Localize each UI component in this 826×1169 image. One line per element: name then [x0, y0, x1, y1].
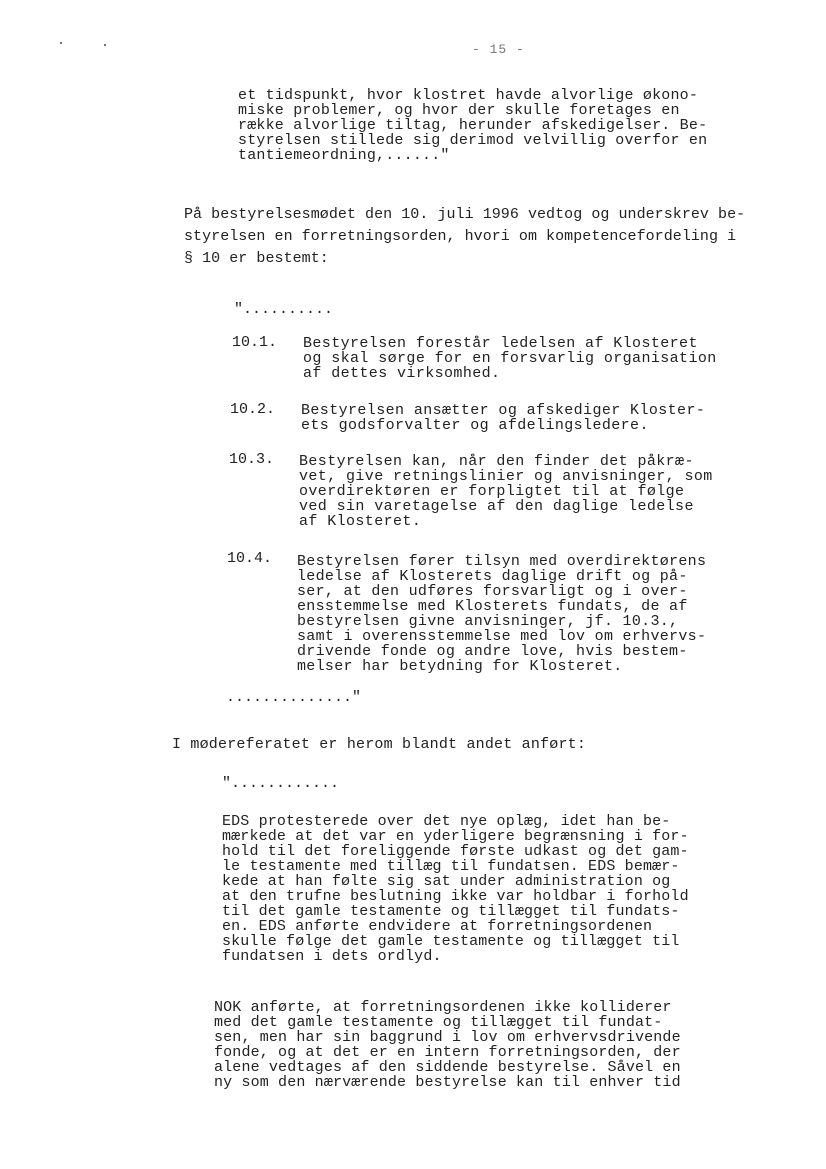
- text-line: tantiemeordning,......": [238, 147, 450, 164]
- ellipsis-open: "..........: [234, 301, 334, 318]
- ellipsis-open-2: "............: [222, 775, 340, 792]
- text-line: af dettes virksomhed.: [303, 365, 501, 382]
- text-line: række alvorlige tiltag, herunder afskedigelser. Be-: [238, 117, 708, 134]
- text-line: le testamente med tillæg til fundatsen. EDS bemær-: [222, 858, 680, 875]
- item-number: 10.4.: [227, 550, 273, 567]
- text-line: skulle følge det gamle testamente og tillægget til: [222, 933, 680, 950]
- item-text: [297, 554, 706, 674]
- body-paragraph-1: [184, 204, 745, 270]
- text-line: kede at han følte sig sat under administration og: [222, 873, 671, 890]
- text-line: Bestyrelsen fører tilsyn med overdirektørens: [297, 553, 707, 570]
- item-number: 10.1.: [232, 334, 278, 351]
- item-text: [301, 403, 705, 433]
- text-line: et tidspunkt, hvor klostret havde alvorlige økono-: [238, 87, 699, 104]
- text-line: hold til det foreliggende første udkast og det gam-: [222, 843, 689, 860]
- text-line: alene vedtages af den siddende bestyrelse. Såvel en: [214, 1059, 681, 1076]
- text-line: fundatsen i dets ordlyd.: [222, 948, 442, 965]
- item-number: 10.2.: [230, 401, 276, 418]
- text-line: Bestyrelsen kan, når den finder det påkræ-: [299, 453, 694, 470]
- quote-block-3: [214, 1000, 681, 1090]
- item-number: 10.3.: [229, 451, 275, 468]
- text-line: fonde, og at det er en intern forretningsorden, der: [214, 1044, 681, 1061]
- text-line: ser, at den udføres forsvarligt og i over-: [297, 583, 688, 600]
- text-line: På bestyrelsesmødet den 10. juli 1996 vedtog og underskrev be-: [184, 206, 746, 223]
- text-line: Bestyrelsen forestår ledelsen af Klosteret: [303, 335, 698, 352]
- text-line: § 10 er bestemt:: [184, 250, 329, 267]
- body-paragraph-2: I mødereferatet er herom blandt andet anført:: [172, 736, 587, 753]
- scan-speck: [104, 44, 106, 46]
- page-number: - 15 -: [472, 42, 525, 57]
- text-line: mærkede at det var en yderligere begrænsning i for-: [222, 828, 689, 845]
- text-line: melser har betydning for Klosteret.: [297, 658, 623, 675]
- text-line: med det gamle testamente og tillægget til fundat-: [214, 1014, 663, 1031]
- text-line: at den trufne beslutning ikke var holdbar i forhold: [222, 888, 689, 905]
- text-line: ledelse af Klosterets daglige drift og på-: [297, 568, 688, 585]
- text-line: ny som den nærværende bestyrelse kan til enhver tid: [214, 1074, 681, 1091]
- text-line: af Klosteret.: [299, 513, 422, 530]
- text-line: drivende fonde og andre love, hvis bestem-: [297, 643, 688, 660]
- text-line: styrelsen stillede sig derimod velvillig overfor en: [238, 132, 708, 149]
- text-line: Bestyrelsen ansætter og afskediger Kloster-: [301, 402, 706, 419]
- text-line: samt i overensstemmelse med lov om erhvervs-: [297, 628, 707, 645]
- text-line: styrelsen en forretningsorden, hvori om kompetencefordeling i: [184, 228, 737, 245]
- text-line: bestyrelsen givne anvisninger, jf. 10.3.,: [297, 613, 679, 630]
- text-line: miske problemer, og hvor der skulle foretages en: [238, 102, 680, 119]
- text-line: ets godsforvalter og afdelingsledere.: [301, 417, 649, 434]
- item-text: [299, 454, 713, 529]
- item-text: [303, 336, 717, 381]
- ellipsis-close: ..............": [226, 689, 362, 706]
- text-line: en. EDS anførte endvidere at forretningsordenen: [222, 918, 653, 935]
- quote-block-1: [238, 88, 707, 163]
- quote-block-2: [222, 814, 689, 964]
- text-line: EDS protesterede over det nye oplæg, idet han be-: [222, 813, 671, 830]
- text-line: ved sin varetagelse af den daglige ledelse: [299, 498, 694, 515]
- text-line: vet, give retningslinier og anvisninger, som: [299, 468, 713, 485]
- scan-speck: [60, 42, 62, 44]
- text-line: ensstemmelse med Klosterets fundats, de af: [297, 598, 688, 615]
- text-line: og skal sørge for en forsvarlig organisation: [303, 350, 717, 367]
- text-line: til det gamle testamente og tillægget til fundats-: [222, 903, 680, 920]
- text-line: sen, men har sin baggrund i lov om erhvervsdrivende: [214, 1029, 681, 1046]
- text-line: overdirektøren er forpligtet til at følge: [299, 483, 685, 500]
- text-line: NOK anførte, at forretningsordenen ikke kolliderer: [214, 999, 672, 1016]
